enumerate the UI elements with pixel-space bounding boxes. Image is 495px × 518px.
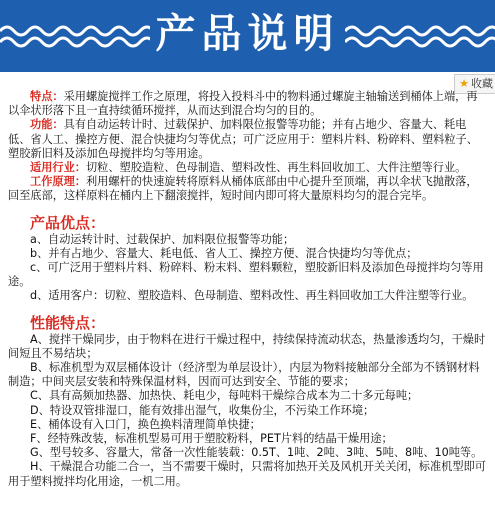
feature-item: A、搅拌干燥同步，由于物料在进行干燥过程中，持续保持流动状态，热量渗透均匀，干燥时间短且不易结块； [8, 332, 486, 360]
wave-decoration-right [345, 22, 495, 50]
feature-item: H、干燥混合功能二合一，当不需要干燥时，只需将加热开关及风机开关关闭，标准机型即可用于塑料搅拌均化用途，一机二用。 [8, 460, 486, 488]
collect-label: 收藏 [471, 77, 493, 90]
intro-principle [8, 175, 488, 203]
advantages-heading: 产品优点： [30, 213, 106, 232]
intro-label: 功能： [30, 118, 64, 132]
advantage-item: c、可广泛用于塑料片料、粉碎料、粉末料、塑料颗粒，塑胶新旧料及添加色母搅拌均匀等用途。 [8, 261, 484, 289]
feature-item: D、特设双管排湿口，能有效排出湿气，收集份尘，不污染工作环境； [30, 403, 375, 417]
description-content [8, 90, 488, 489]
intro-industries [8, 161, 488, 175]
advantage-item: b、并有占地少、容量大、耗电低、省人工、操控方便、混合快捷均匀等优点； [30, 246, 418, 260]
features-heading: 性能特点： [30, 313, 106, 332]
feature-item: F、经特殊改装，标准机型易可用于塑胶粉料，PET片料的结晶干燥用途； [30, 432, 393, 446]
feature-item: E、桶体设有入口门，换色换料清理简单快捷； [30, 417, 261, 431]
feature-item: C、具有高频加热器、加热快、耗电少，每吨料干燥综合成本为二十多元每吨； [30, 389, 419, 403]
star-icon: ★ [459, 77, 469, 90]
intro-features [8, 90, 488, 118]
title-banner [0, 0, 495, 72]
intro-label: 适用行业： [30, 161, 86, 175]
feature-item: B、标准机型为双层桶体设计（经济型为单层设计），内层为物料接触部分全部为不锈钢材料制造；中间夹层安装和特殊保温材料，因而可达到安全、节能的要求； [8, 361, 480, 389]
intro-label: 特点： [30, 90, 64, 103]
intro-text: 切粒、塑胶造粒、色母制造、塑料改性、再生料回收加工、大件注塑等行业。 [85, 161, 467, 175]
intro-text: 采用螺旋搅拌工作之原理，将投入投料斗中的物料通过螺旋主轴输送到桶体上端，再以伞状形落下且一直持续循环搅拌，从而达到混合均匀的目的。 [8, 90, 478, 118]
intro-label: 工作原理： [30, 175, 86, 189]
page-title: 产品说明 [155, 11, 340, 57]
intro-text: 利用螺杆的快速旋转将原料从桶体底部由中心提升至顶端，再以伞状飞抛散落，回至底部，这样原料在桶内上下翻滚搅拌，短时间内即可将大量原料均匀的混合完毕。 [8, 175, 478, 203]
advantage-item: a、自动运转计时、过载保护、加料限位报警等功能； [30, 232, 295, 246]
advantage-item: d、适用客户：切粒、塑胶造料、色母制造、塑料改性、再生料回收加工大件注塑等行业。 [30, 289, 474, 303]
intro-functions [8, 118, 488, 161]
intro-text: 具有自动运转计时、过载保护、加料限位报警等功能；并有占地少、容量大、耗电低、省人工、操控方便、混合快捷均匀等优点；可广泛应用于：塑料片料、粉碎料、塑料粒子、塑胶新旧料及添加色母搅拌均匀等用途。 [8, 118, 478, 160]
feature-item: G、型号较多、容量大，常备一次性能装载：0.5T、1吨、2吨、3吨、5吨、8吨、10吨等。 [30, 446, 483, 460]
